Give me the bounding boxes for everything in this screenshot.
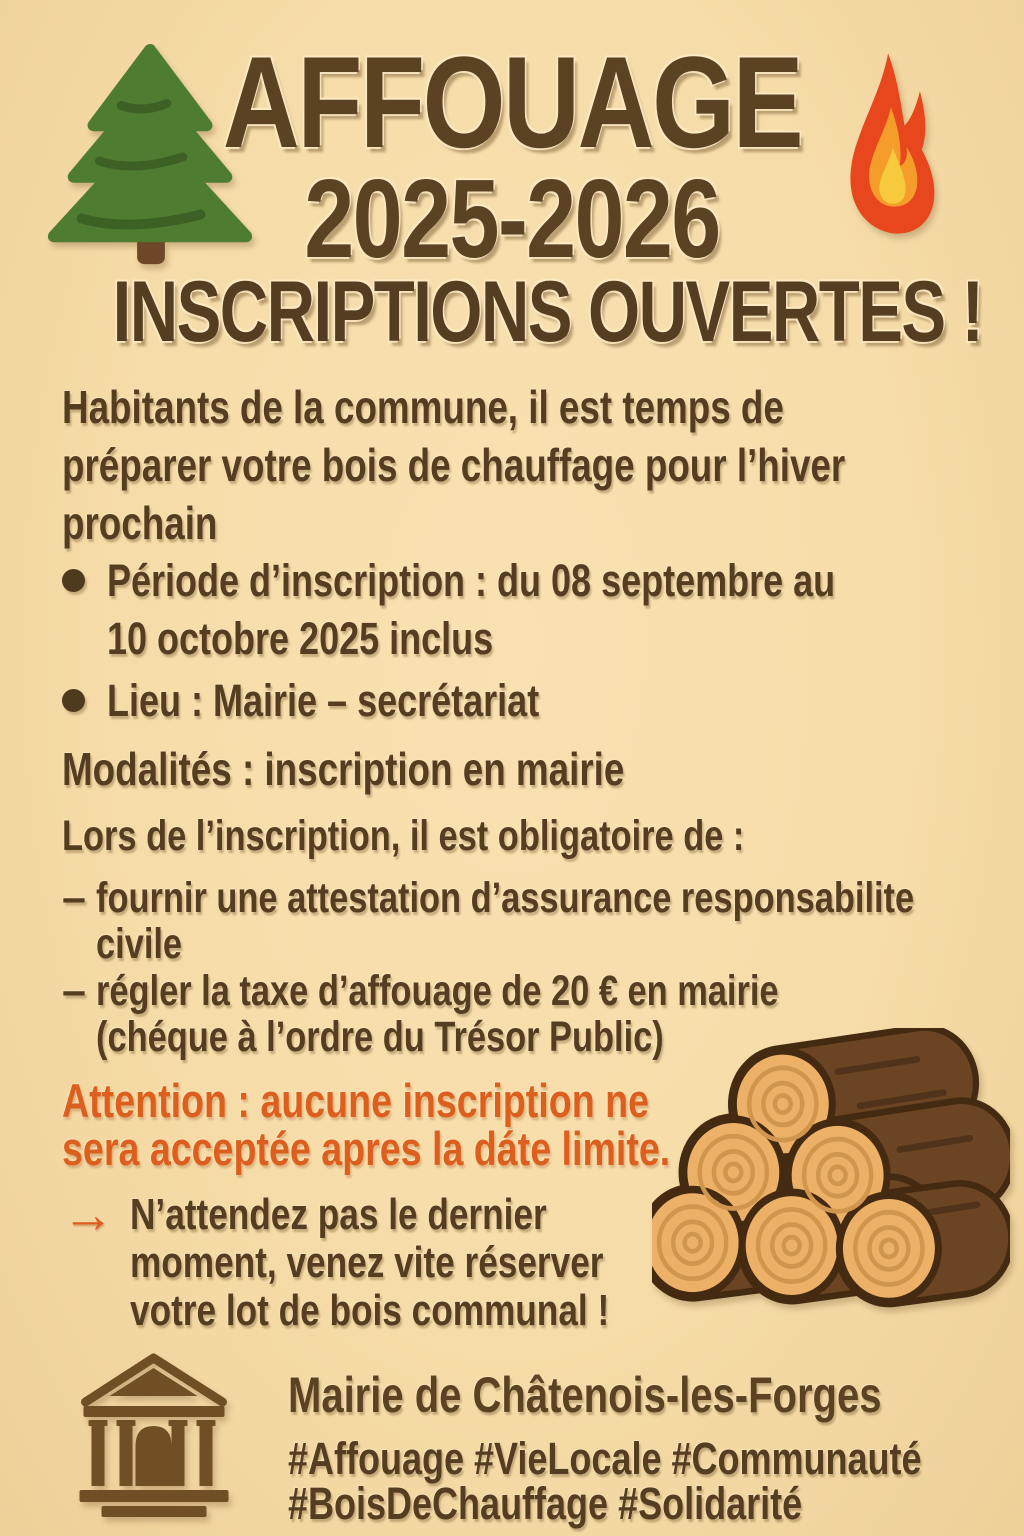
intro-line: prochain (62, 497, 218, 549)
intro-line: préparer votre bois de chauffage pour l’hiver (62, 439, 846, 491)
town-hall-icon (70, 1346, 238, 1518)
intro-text (62, 378, 1024, 552)
dash-marker: – (62, 874, 86, 922)
obligation-line: fournir une attestation d’assurance responsabilite (96, 874, 915, 922)
warning-line: sera acceptée apres la dáte limite. (62, 1122, 671, 1175)
log-pile-icon (652, 1028, 1010, 1313)
footer-hashtags-line: #BoisDeChauffage #Solidarité (288, 1478, 803, 1529)
footer-organization: Mairie de Châtenois-les-Forges (288, 1367, 882, 1423)
poster-title: AFFOUAGE (222, 29, 802, 175)
cta-line: votre lot de bois communal ! (130, 1286, 610, 1335)
bullet-line: Lieu : Mairie – secrétariat (107, 675, 540, 726)
bullet-period (62, 552, 1017, 668)
obligation-item-attestation (62, 875, 1024, 967)
arrow-right-icon: → (62, 1186, 114, 1244)
cta-text (62, 1186, 729, 1335)
intro-line: Habitants de la commune, il est temps de (62, 381, 784, 433)
bullet-line: 10 octobre 2025 inclus (107, 613, 494, 664)
obligation-intro: Lors de l’inscription, il est obligatoire de : (62, 812, 745, 860)
bullet-line: Période d’inscription : du 08 septembre au (107, 555, 836, 606)
obligation-line: régler la taxe d’affouage de 20 € en mairie (96, 967, 779, 1015)
poster-years: 2025-2026 (304, 157, 720, 281)
poster-banner: INSCRIPTIONS OUVERTES ! (112, 264, 983, 360)
obligation-line: (chéque à l’ordre du Trésor Public) (96, 1013, 664, 1061)
cta-line: N’attendez pas le dernier (130, 1190, 547, 1239)
bullet-lieu (62, 672, 647, 730)
bullet-dot-icon (62, 569, 85, 592)
obligation-line: civile (96, 920, 183, 968)
cta-line: moment, venez vite réserver (130, 1238, 604, 1287)
dash-marker: – (62, 967, 86, 1015)
bullet-dot-icon (62, 689, 85, 712)
modalites-heading: Modalités : inscription en mairie (62, 743, 625, 795)
warning-line: Attention : aucune inscription ne (62, 1074, 649, 1127)
footer-hashtags-line: #Affouage #VieLocale #Communauté (288, 1433, 922, 1484)
